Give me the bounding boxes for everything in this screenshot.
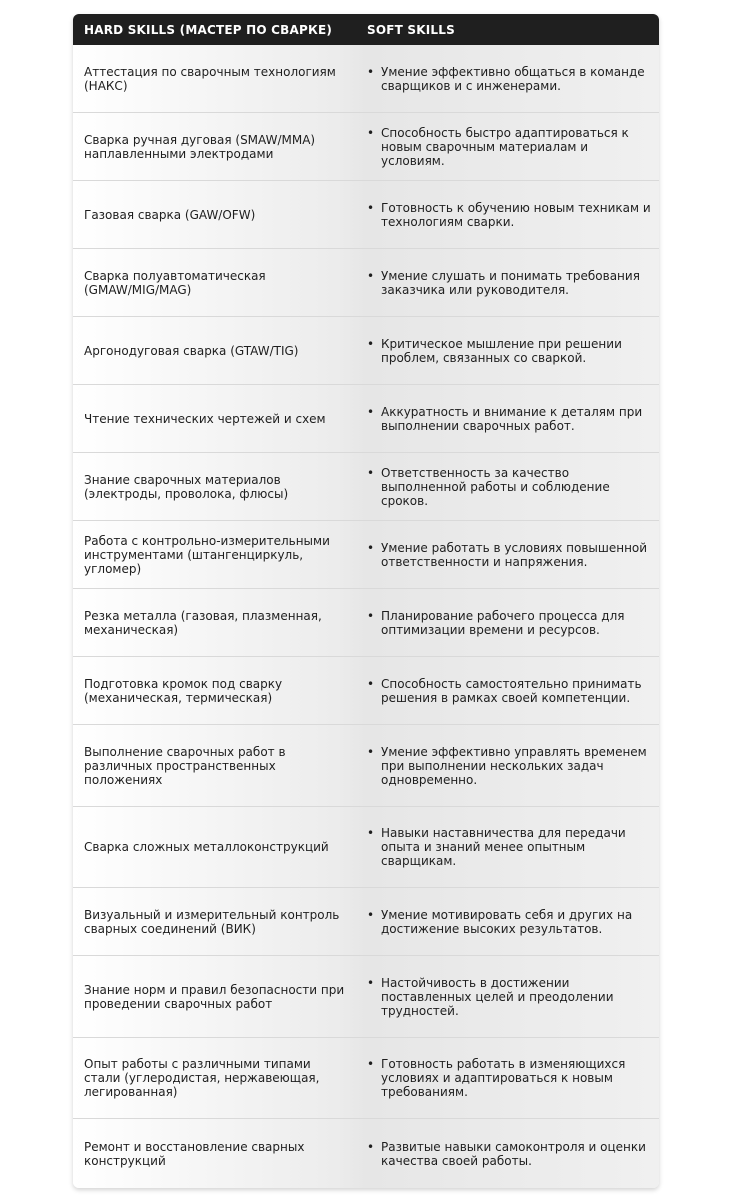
table-row — [73, 453, 659, 521]
soft-skill-cell — [355, 113, 659, 180]
soft-skill-text: Планирование рабочего процесса для оптимизации времени и ресурсов. — [381, 608, 625, 637]
bullet-icon: • — [367, 125, 375, 140]
bullet-icon: • — [367, 975, 375, 990]
bullet-icon: • — [367, 64, 375, 79]
bullet-icon: • — [367, 1139, 375, 1154]
bullet-icon: • — [367, 540, 375, 555]
bullet-icon: • — [367, 465, 375, 480]
soft-skill-cell — [355, 1119, 659, 1188]
hard-skill-cell: Сварка полуавтоматическая (GMAW/MIG/MAG) — [84, 268, 266, 297]
bullet-icon: • — [367, 336, 375, 351]
soft-skill-cell — [355, 807, 659, 887]
hard-skill-cell: Работа с контрольно-измерительными инструментами (штангенциркуль, угломер) — [84, 533, 330, 576]
soft-skill-text: Умение эффективно управлять временем при выполнении нескольких задач одновременно. — [381, 744, 647, 787]
soft-skill-text: Умение мотивировать себя и других на достижение высоких результатов. — [381, 907, 633, 936]
soft-skill-text: Настойчивость в достижении поставленных целей и преодолении трудностей. — [381, 975, 614, 1018]
bullet-icon: • — [367, 404, 375, 419]
table-row — [73, 657, 659, 725]
bullet-icon: • — [367, 608, 375, 623]
hard-skill-cell: Аргонодуговая сварка (GTAW/TIG) — [84, 343, 299, 358]
soft-skill-text: Умение работать в условиях повышенной ответственности и напряжения. — [381, 540, 648, 569]
table-row — [73, 521, 659, 589]
soft-skill-text: Критическое мышление при решении проблем, связанных со сваркой. — [381, 336, 622, 365]
soft-skill-cell — [355, 1038, 659, 1118]
hard-skill-cell: Чтение технических чертежей и схем — [84, 411, 326, 426]
bullet-icon: • — [367, 744, 375, 759]
hard-skill-cell: Сварка сложных металлоконструкций — [84, 840, 329, 854]
table-row — [73, 807, 659, 888]
soft-skill-cell — [355, 956, 659, 1037]
soft-skill-cell — [355, 181, 659, 248]
hard-skill-cell: Сварка ручная дуговая (SMAW/MMA) наплавленными электродами — [84, 132, 316, 161]
hard-skill-cell: Знание норм и правил безопасности при проведении сварочных работ — [84, 982, 345, 1011]
bullet-icon: • — [367, 1057, 375, 1071]
hard-skill-cell: Знание сварочных материалов (электроды, проволока, флюсы) — [84, 472, 289, 501]
soft-skill-cell — [355, 45, 659, 112]
soft-skill-cell — [355, 385, 659, 452]
table-row — [73, 113, 659, 181]
table-row — [73, 589, 659, 657]
bullet-icon: • — [367, 907, 375, 922]
bullet-icon: • — [367, 268, 375, 283]
soft-skill-text: Умение эффективно общаться в команде сварщиков и с инженерами. — [381, 64, 645, 93]
soft-skill-cell — [355, 453, 659, 520]
hard-skill-cell: Визуальный и измерительный контроль сварных соединений (ВИК) — [84, 907, 340, 936]
table-row — [73, 181, 659, 249]
table-row — [73, 45, 659, 113]
soft-skill-text: Аккуратность и внимание к деталям при выполнении сварочных работ. — [381, 404, 643, 433]
hard-skill-cell: Подготовка кромок под сварку (механическая, термическая) — [84, 676, 283, 705]
hard-skill-cell: Аттестация по сварочным технологиям (НАКС) — [84, 64, 336, 93]
soft-skill-cell — [355, 888, 659, 955]
table-row — [73, 249, 659, 317]
hard-skill-cell: Опыт работы с различными типами стали (углеродистая, нержавеющая, легированная) — [84, 1057, 320, 1099]
soft-skill-text: Готовность к обучению новым техникам и технологиям сварки. — [381, 200, 651, 229]
hard-skill-cell: Ремонт и восстановление сварных конструкций — [84, 1139, 305, 1168]
bullet-icon: • — [367, 826, 375, 840]
table-header — [73, 14, 659, 45]
skills-table — [73, 14, 659, 1188]
table-row — [73, 1119, 659, 1188]
bullet-icon: • — [367, 676, 375, 691]
soft-skill-cell — [355, 725, 659, 806]
soft-skill-text: Ответственность за качество выполненной работы и соблюдение сроков. — [381, 465, 610, 508]
hard-skill-cell: Выполнение сварочных работ в различных пространственных положениях — [84, 744, 286, 787]
soft-skill-cell — [355, 317, 659, 384]
table-row — [73, 385, 659, 453]
table-row — [73, 1038, 659, 1119]
hard-skill-cell: Газовая сварка (GAW/OFW) — [84, 207, 256, 222]
table-row — [73, 956, 659, 1038]
header-hard-skills: HARD SKILLS (МАСТЕР ПО СВАРКЕ) — [84, 22, 333, 37]
soft-skill-text: Развитые навыки самоконтроля и оценки качества своей работы. — [381, 1139, 646, 1168]
soft-skill-text: Умение слушать и понимать требования заказчика или руководителя. — [381, 268, 640, 297]
table-row — [73, 725, 659, 807]
soft-skill-cell — [355, 249, 659, 316]
soft-skill-text: Навыки наставничества для передачи опыта и знаний менее опытным сварщикам. — [381, 826, 626, 868]
soft-skill-text: Способность самостоятельно принимать решения в рамках своей компетенции. — [381, 676, 642, 705]
soft-skill-cell — [355, 589, 659, 656]
soft-skill-text: Способность быстро адаптироваться к новым сварочным материалам и условиям. — [381, 125, 629, 168]
soft-skill-cell — [355, 521, 659, 588]
soft-skill-cell — [355, 657, 659, 724]
header-soft-skills: SOFT SKILLS — [367, 22, 455, 37]
soft-skill-text: Готовность работать в изменяющихся условиях и адаптироваться к новым требованиям. — [381, 1057, 626, 1099]
table-row — [73, 317, 659, 385]
table-row — [73, 888, 659, 956]
bullet-icon: • — [367, 200, 375, 215]
hard-skill-cell: Резка металла (газовая, плазменная, механическая) — [84, 608, 322, 637]
